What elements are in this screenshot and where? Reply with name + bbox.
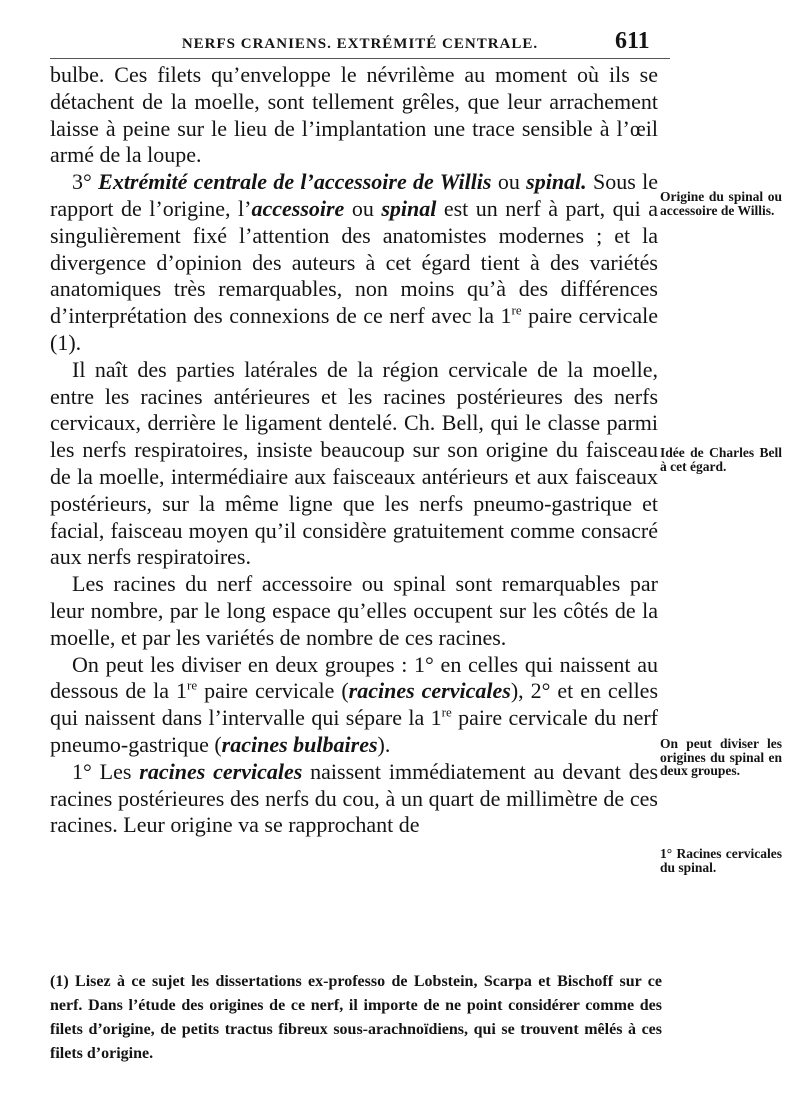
section-title-spinal: spinal. [526, 169, 587, 195]
term-accessoire: accessoire [251, 195, 345, 221]
paragraph-5: On peut les diviser en deux groupes : 1° en celles qui naissent au dessous de la 1re paire cervicale (racines cervicales), 2° et en celles qui naissent dans l’intervalle qui sépare la 1re paire cervicale du nerf pneumo-gastrique (racines bulbaires). [50, 651, 659, 757]
paragraph-2: 3° Extrémité centrale de l’accessoire de Willis ou spinal. Sous le rapport de l’origine, l’accessoire ou spinal est un nerf à part, qui a singulièrement fixé l’attention des anatomistes modernes ; et la divergence d’opinion des auteurs à cet égard tient à des variétés anatomiques très remarquables, non moins qu’à des différences d’interprétation des connexions de ce nerf avec la 1re paire cervicale (1). [50, 169, 659, 355]
footnote [50, 970, 662, 1066]
section-number: 3° [72, 169, 92, 195]
paragraph-1: bulbe. Ces filets qu’enveloppe le névrilème au moment où ils se détachent de la moelle, sont tellement grêles, que leur arrachement laisse à peine sur le lieu de l’implantation une trace sensible à l’œil armé de la loupe. [50, 62, 658, 168]
term-spinal: spinal [381, 195, 437, 221]
term-racines-cervicales-2: racines cervicales [139, 758, 303, 784]
margin-note-origine: Origine du spinal ou accessoire de Willis. [660, 189, 782, 218]
footnote-text: (1) Lisez à ce sujet les dissertations ex-professo de Lobstein, Scarpa et Bischoff sur ce nerf. Dans l’étude des origines de ce nerf, il importe de ne point considérer comme des filets d’origine, de petits tractus fibreux sous-arachnoïdiens, qui se trouvent mêlés à ces filets d’origine. [50, 973, 662, 1062]
margin-note-racines-cervicales: 1° Racines cervicales du spinal. [660, 846, 782, 875]
margin-note-deux-groupes: On peut diviser les origines du spinal en deux groupes. [660, 736, 782, 778]
page-number: 611 [615, 28, 650, 54]
main-text [50, 62, 658, 839]
term-racines-cervicales: racines cervicales [348, 678, 511, 704]
term-racines-bulbaires: racines bulbaires [221, 731, 378, 757]
running-title: NERFS CRANIENS. EXTRÉMITÉ CENTRALE. [181, 36, 539, 52]
header-divider [50, 58, 670, 59]
paragraph-4: Les racines du nerf accessoire ou spinal sont remarquables par leur nombre, par le long espace qu’elles occupent sur les côtés de la moelle, et par les variétés de nombre de ces racines. [50, 571, 658, 650]
section-title: Extrémité centrale de l’accessoire de Willis [98, 169, 492, 195]
paragraph-3: Il naît des parties latérales de la région cervicale de la moelle, entre les racines antérieures et les racines postérieures des nerfs cervicaux, derrière le ligament dentelé. Ch. Bell, qui le classe parmi les nerfs respiratoires, insiste beaucoup sur son origine du faisceau de la moelle, intermédiaire aux faisceaux antérieurs et aux faisceaux postérieurs, sur la même ligne que les nerfs pneumo-gastrique et facial, faisceau moyen qu’il considère gratuitement comme consacré aux nerfs respiratoires. [50, 356, 658, 570]
margin-note-charles-bell: Idée de Charles Bell à cet égard. [660, 445, 782, 474]
paragraph-6: 1° Les racines cervicales naissent immédiatement au devant des racines postérieures des nerfs du cou, à un quart de millimètre de ces racines. Leur origine va se rapprochant de [50, 758, 659, 838]
